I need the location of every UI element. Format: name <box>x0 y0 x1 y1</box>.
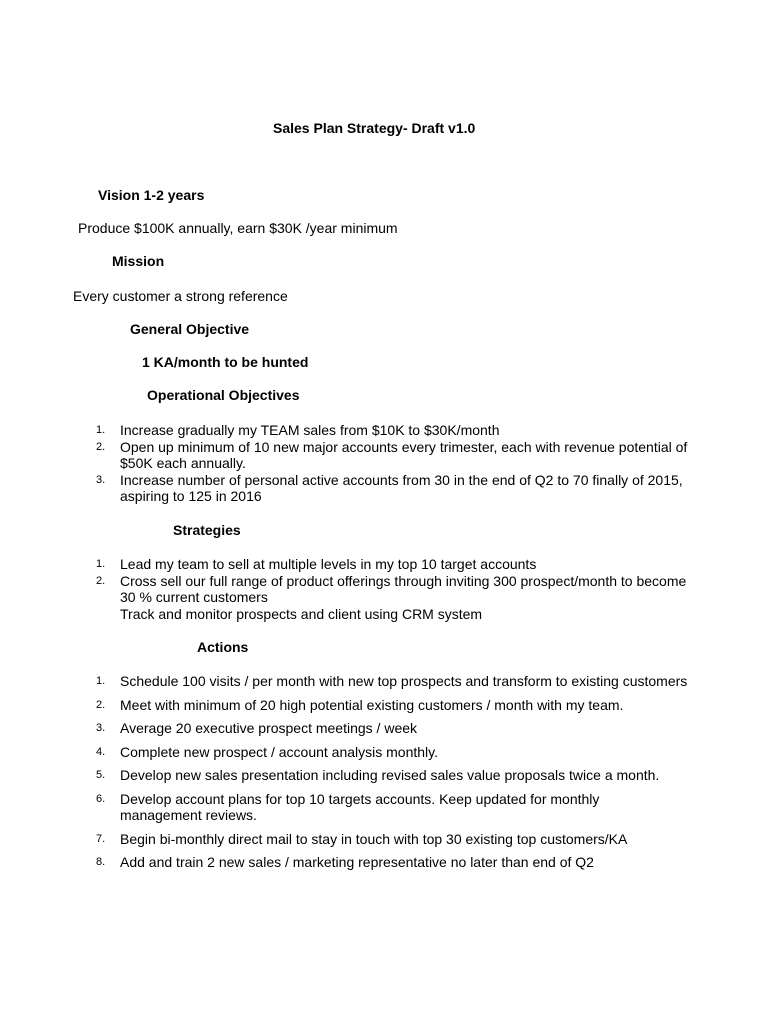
vision-heading: Vision 1-2 years <box>98 187 205 203</box>
list-item-text: Complete new prospect / account analysis monthly. <box>120 743 439 760</box>
list-item <box>96 438 690 472</box>
list-item-text: Begin bi-monthly direct mail to stay in touch with top 30 existing top customers/KA <box>120 830 628 847</box>
list-item-text: Lead my team to sell at multiple levels in my top 10 target accounts <box>120 556 537 572</box>
mission-heading: Mission <box>112 253 165 269</box>
list-item-text: Meet with minimum of 20 high potential existing customers / month with my team. <box>120 696 624 713</box>
strategies-heading: Strategies <box>173 522 241 538</box>
list-number: 6. <box>96 792 106 805</box>
list-item-text: Schedule 100 visits / per month with new top prospects and transform to existing customers <box>120 673 688 689</box>
actions-list <box>96 673 690 871</box>
list-number: 3. <box>96 473 106 486</box>
list-item <box>96 422 720 439</box>
list-item <box>96 696 690 714</box>
general-objective-heading: General Objective <box>130 321 250 337</box>
list-item <box>96 720 690 737</box>
list-item <box>96 767 675 784</box>
list-number: 5. <box>96 769 106 781</box>
list-number: 1. <box>96 675 106 687</box>
list-item-text: Add and train 2 new sales / marketing representative no later than end of Q2 <box>120 854 594 870</box>
list-number: 1. <box>96 424 106 436</box>
document-title: Sales Plan Strategy- Draft v1.0 <box>273 120 476 136</box>
strategies-list <box>96 556 700 606</box>
list-number: 2. <box>96 440 106 453</box>
list-item <box>96 556 700 573</box>
list-item <box>96 790 660 824</box>
list-item-text: Open up minimum of 10 new major accounts every trimester, each with revenue potential of $50K each annually. <box>120 438 688 471</box>
list-item-text: Cross sell our full range of product offerings through inviting 300 prospect/month to become 30 % current customers <box>120 572 687 605</box>
list-number: 4. <box>96 745 106 758</box>
list-item <box>96 572 695 606</box>
list-item-text: Average 20 executive prospect meetings / week <box>120 720 418 736</box>
list-item-text: Develop new sales presentation including revised sales value proposals twice a month. <box>120 767 660 783</box>
actions-heading: Actions <box>197 639 249 655</box>
vision-text: Produce $100K annually, earn $30K /year minimum <box>78 220 398 236</box>
list-number: 8. <box>96 856 106 868</box>
list-number: 3. <box>96 722 106 734</box>
list-item <box>96 471 695 505</box>
list-number: 2. <box>96 574 106 587</box>
list-item-text: Increase gradually my TEAM sales from $10K to $30K/month <box>120 422 500 438</box>
strategies-extra-text: Track and monitor prospects and client using CRM system <box>120 606 483 622</box>
list-item <box>96 830 690 848</box>
list-item <box>96 854 690 871</box>
list-item-text: Increase number of personal active accounts from 30 in the end of Q2 to 70 finally of 2015, aspiring to 125 in 2016 <box>120 471 683 504</box>
operational-objectives-heading: Operational Objectives <box>147 387 300 403</box>
list-number: 2. <box>96 698 106 711</box>
mission-text: Every customer a strong reference <box>73 288 288 304</box>
list-number: 1. <box>96 558 106 570</box>
list-item <box>96 743 690 761</box>
list-number: 7. <box>96 832 106 845</box>
list-item-text: Develop account plans for top 10 targets accounts. Keep updated for monthly management reviews. <box>120 790 600 823</box>
general-objective-text: 1 KA/month to be hunted <box>142 354 309 370</box>
operational-objectives-list <box>96 422 720 505</box>
list-item <box>96 673 690 690</box>
